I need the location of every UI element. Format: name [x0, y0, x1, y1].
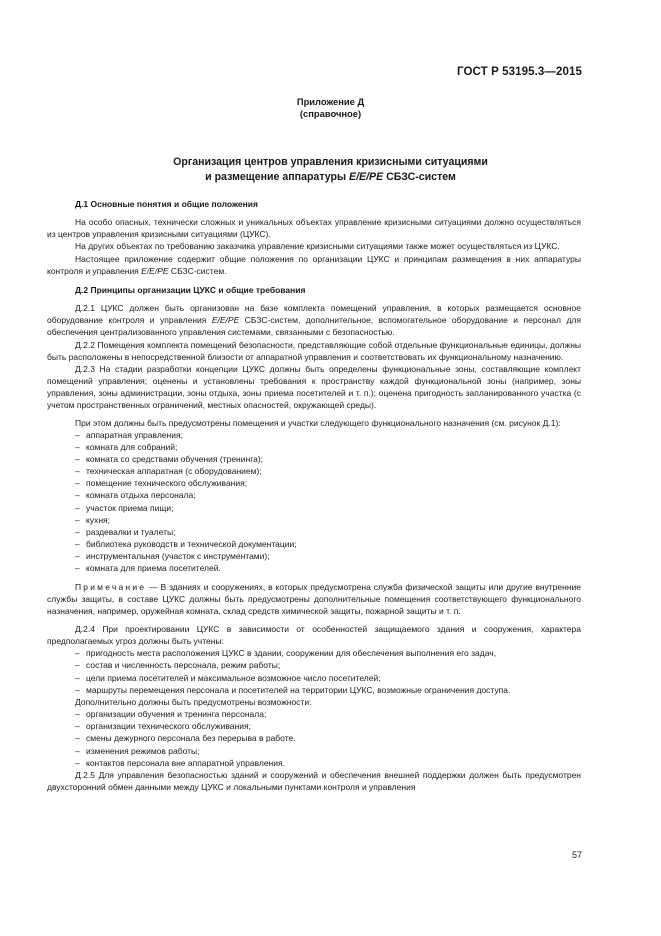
- annex-label: Приложение Д: [296, 96, 365, 107]
- annex-title-line-2: [0, 170, 661, 185]
- annex-title: [0, 155, 661, 185]
- list-item: – техническая аппаратная (с оборудованием);: [75, 465, 581, 477]
- clause-d-2-2: Д.2.2 Помещения комплекта помещений безопасности, представляющие собой отдельные функциональные единицы, должны быть расположены в непосредственной близости от аппаратной управления и соответствовать их функциональному назначению.: [47, 339, 581, 362]
- list-item: – комната отдыха персонала;: [75, 489, 581, 501]
- paragraph-text: Д.2.1 ЦУКС должен быть организован на базе комплекта помещений управления, в которых размещается основное оборудование контроля и управления: [47, 303, 581, 326]
- title-emphasis: E/E/PE: [349, 171, 384, 183]
- note-text: — В зданиях и сооружениях, в которых предусмотрена служба физической защиты или другие внутренние службы защиты, в составе ЦУКС должны быть предусмотрены дополнительные помещения соответствующего функционального назначения, например, оружейная комната, склад средств химической защиты, пожарной защиты и т. п.: [47, 581, 581, 616]
- list-item: – цели приема посетителей и максимальное возможное число посетителей;: [75, 672, 581, 684]
- list-item: – контактов персонала вне аппаратной управления.: [75, 757, 581, 769]
- list-item: – кухня;: [75, 514, 581, 526]
- list-item: – помещение технического обслуживания;: [75, 477, 581, 489]
- note: [47, 581, 581, 617]
- list-item: – организации технического обслуживания;: [75, 720, 581, 732]
- list-item: – комната со средствами обучения (тренинга);: [75, 453, 581, 465]
- list-item: – состав и численность персонала, режим работы;: [75, 659, 581, 671]
- annex-kind: (справочное): [299, 108, 362, 119]
- list-item: – комната для собраний;: [75, 441, 581, 453]
- section-heading-d2: Д.2 Принципы организации ЦУКС и общие требования: [75, 284, 306, 295]
- paragraph-emphasis: E/E/PE: [141, 265, 169, 276]
- list-item: – аппаратная управления;: [75, 429, 581, 441]
- list-item: – участок приема пищи;: [75, 502, 581, 514]
- room-list: [47, 429, 581, 575]
- paragraph-text: СБЗС-систем.: [168, 265, 227, 276]
- clause-d-2-5: Д.2.5 Для управления безопасностью зданий и сооружений и обеспечения внешней поддержки должен быть предусмотрен двухсторонний обмен данными между ЦУКС и локальными пунктами контроля и управления: [47, 769, 581, 793]
- capabilities-list: [47, 708, 581, 769]
- annex-title-line-1: Организация центров управления кризисными ситуациями: [173, 156, 488, 168]
- note-label: Примечание: [75, 581, 147, 592]
- paragraph: При этом должны быть предусмотрены помещения и участки следующего функционального назначения (см. рисунок Д.1):: [75, 417, 561, 428]
- standard-number: ГОСТ Р 53195.3—2015: [457, 66, 582, 78]
- paragraph: На особо опасных, технически сложных и уникальных объектах управление кризисными ситуациями должно осуществляться из центров управления кризисными ситуациями (ЦУКС).: [47, 217, 581, 240]
- clause-d-2-3: Д.2.3 На стадии разработки концепции ЦУКС должны быть определены функциональные зоны, составляющие комплект помещений управления; оценены и установлены требования к пространству каждой функциональной зоны (например, зоны управления, зоны администрации, зоны отдыха, зоны приема посетителей и т. п.); оценена пригодность запланированного участка (с учетом пространственных ограничений, местных опасностей, окружающей среды).: [47, 363, 581, 411]
- clause-d-2-4: Д.2.4 При проектировании ЦУКС в зависимости от особенностей защищаемого здания и сооружения, характера предполагаемых угроз должны быть учтены:: [47, 624, 581, 647]
- title-text: и размещение аппаратуры: [205, 171, 349, 183]
- title-text: СБЗС-систем: [383, 171, 456, 183]
- list-item: – комната для приема посетителей.: [75, 562, 581, 574]
- list-item: – раздевалки и туалеты;: [75, 526, 581, 538]
- paragraph: [47, 253, 581, 277]
- paragraph-text: СБЗС-систем, дополнительное, вспомогательное оборудование и персонал для обеспечения централизованного управления системами, связанными с безопасностью.: [47, 315, 581, 338]
- list-item: – изменения режимов работы;: [75, 745, 581, 757]
- page-number: 57: [571, 850, 582, 860]
- paragraph-emphasis: E/E/PE: [211, 315, 240, 326]
- clause-d-2-1: [47, 302, 581, 338]
- document-body: [47, 198, 581, 793]
- list-item: – организации обучения и тренинга персонала;: [75, 708, 581, 720]
- list-item: – смены дежурного персонала без перерыва в работе.: [75, 732, 581, 744]
- design-considerations-list: [47, 647, 581, 696]
- list-item: – пригодность места расположения ЦУКС в здании, сооружении для обеспечения выполнения его задач,: [75, 647, 581, 659]
- list-item: – маршруты перемещения персонала и посетителей на территории ЦУКС, возможные ограничения доступа.: [75, 684, 581, 696]
- list-item: – библиотека руководств и технической документации;: [75, 538, 581, 550]
- paragraph-text: Настоящее приложение содержит общие положения по организации ЦУКС и принципам размещения в них аппаратуры контроля и управления: [47, 253, 581, 276]
- list-item: – инструментальная (участок с инструментами);: [75, 550, 581, 562]
- section-heading-d1: Д.1 Основные понятия и общие положения: [75, 199, 258, 209]
- paragraph: Дополнительно должны быть предусмотрены возможности:: [75, 696, 312, 707]
- paragraph: На других объектах по требованию заказчика управление кризисными ситуациями также может осуществляться из ЦУКС.: [75, 241, 560, 252]
